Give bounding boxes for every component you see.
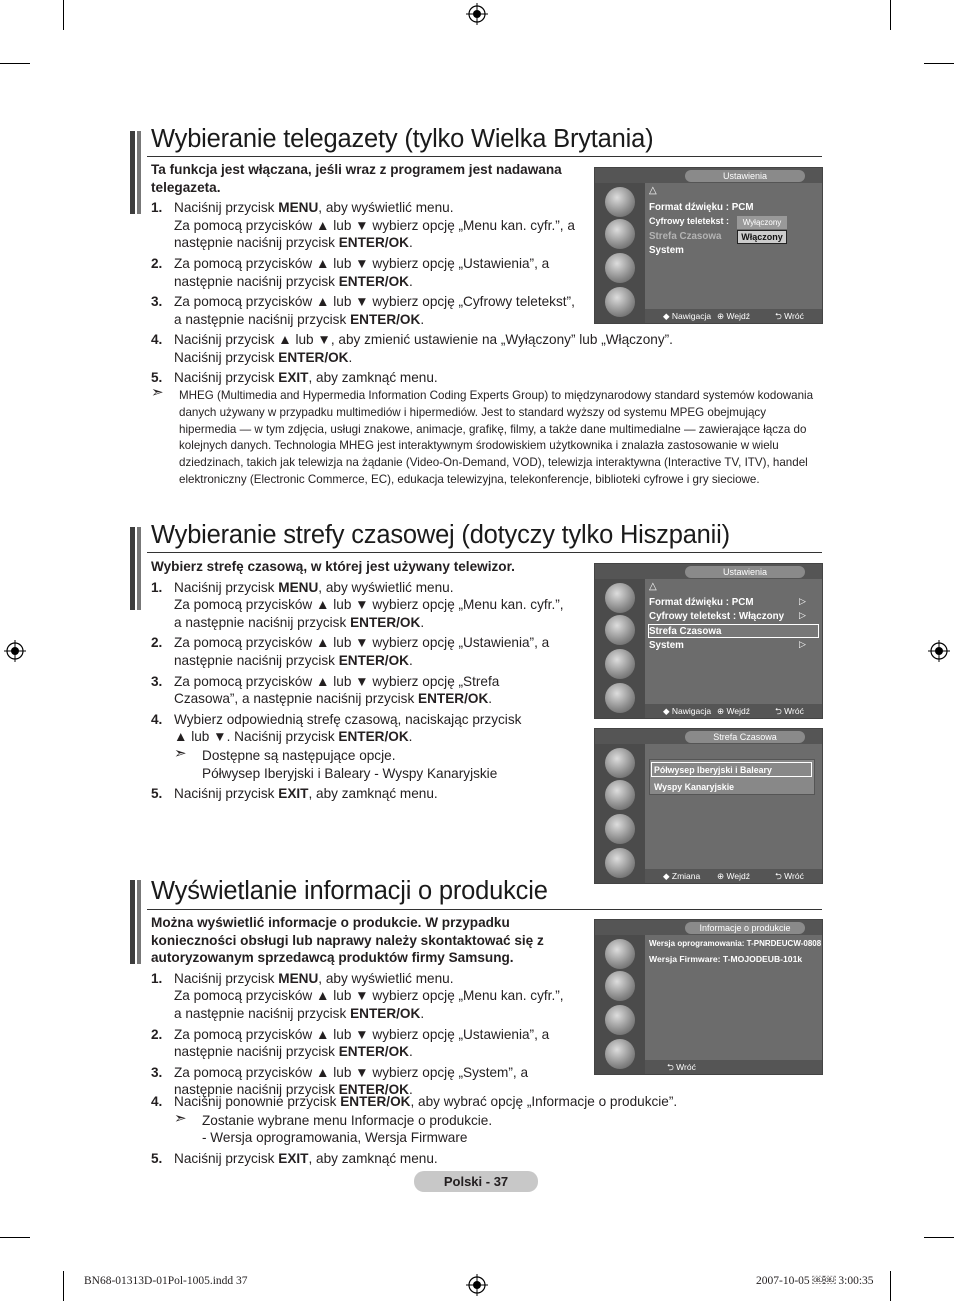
section-rule: [147, 156, 822, 157]
step: 5. Naciśnij przycisk EXIT, aby zamknąć menu.: [151, 786, 438, 802]
step: 4. Naciśnij przycisk ▲ lub ▼, aby zmienić ustawienie na „Wyłączony” lub „Włączony”. Naciśnij przycisk ENTER/OK.: [151, 332, 673, 365]
section-intro: Można wyświetlić informacje o produkcie. W przypadku konieczności obsługi lub naprawy należy skontaktować się z autoryzowanym sprzedawcą produktów firmy Samsung.: [151, 915, 544, 966]
setup-icon: [605, 683, 635, 713]
sound-icon: [605, 780, 635, 810]
picture-icon: [605, 939, 635, 969]
registration-mark-icon: [928, 640, 950, 662]
osd-option-selected[interactable]: Włączony: [737, 230, 787, 244]
section-body: [151, 558, 591, 803]
step: 5. Naciśnij przycisk EXIT, aby zamknąć menu.: [151, 1150, 438, 1166]
arrow-right-icon: ▷: [799, 639, 806, 649]
osd-row[interactable]: Cyfrowy teletekst : Włączony: [649, 611, 785, 622]
section-rule: [147, 909, 822, 910]
section-marker: [130, 131, 144, 214]
osd-row[interactable]: Cyfrowy teletekst :: [649, 216, 730, 226]
arrow-right-icon: ▷: [799, 596, 806, 606]
section-intro: Ta funkcja jest włączana, jeśli wraz z programem jest nadawana telegazeta.: [151, 162, 562, 195]
osd-menu: Ustawienia △ Format dźwięku : PCM Cyfrowy teletekst : Włączony Strefa Czasowa System ▷ ▷ ▷ ◆ Nawigacja ⊕ Wejdź ⮌ Wróć: [594, 563, 823, 719]
channel-icon: [605, 1005, 635, 1035]
crop-mark: [924, 1237, 954, 1238]
step: 2. Za pomocą przycisków ▲ lub ▼ wybierz opcję „Ustawienia”, a następnie naciśnij przycisk ENTER/OK.: [151, 255, 550, 289]
osd-icon-column: [595, 935, 645, 1074]
sound-icon: [605, 615, 635, 645]
section-marker: [130, 880, 144, 964]
page-number-badge: Polski - 37: [414, 1171, 538, 1192]
step: 1. Naciśnij przycisk MENU, aby wyświetlić menu. Za pomocą przycisków ▲ lub ▼ wybierz opcję „Menu kan. cyfr.”, a następnie naciśnij przycisk ENTER/OK.: [151, 200, 575, 251]
crop-mark: [0, 63, 30, 64]
osd-menu: Ustawienia △ Format dźwięku : PCM Cyfrowy teletekst : Strefa Czasowa System Wyłączony Włączony ◆ Nawigacja ⊕ Wejdź ⮌ Wróć: [594, 167, 823, 324]
channel-icon: [605, 253, 635, 283]
step: 1. Naciśnij przycisk MENU, aby wyświetlić menu. Za pomocą przycisków ▲ lub ▼ wybierz opcję „Menu kan. cyfr.”, a następnie naciśnij przycisk ENTER/OK.: [151, 579, 564, 630]
section-marker: [130, 527, 144, 610]
section-body: [151, 1093, 821, 1167]
arrow-right-icon: ▷: [799, 610, 806, 620]
section-body: [151, 161, 596, 328]
osd-row[interactable]: Półwysep Iberyjski i Baleary: [654, 765, 772, 775]
crop-mark: [890, 1271, 891, 1301]
step: 1. Naciśnij przycisk MENU, aby wyświetlić menu. Za pomocą przycisków ▲ lub ▼ wybierz opcję „Menu kan. cyfr.”, a następnie naciśnij przycisk ENTER/OK.: [151, 970, 564, 1021]
setup-icon: [605, 287, 635, 317]
crop-mark: [63, 0, 64, 30]
channel-icon: [605, 814, 635, 844]
osd-header: Informacje o produkcie: [685, 922, 805, 934]
osd-icon-column: [595, 183, 645, 323]
step: 5. Naciśnij przycisk EXIT, aby zamknąć menu.: [151, 370, 438, 386]
osd-row[interactable]: System: [649, 245, 684, 256]
note-text: MHEG (Multimedia and Hypermedia Information Coding Experts Group) to międzynarodowy standard systemów kodowania danych używany w przypadku multimediów i hipermediów. Jest to standard wyższy od systemu MPEG obejmujący hipermedia — w tym zdjęcia, usługi znakowe, animacje, grafikę, filmy, a także dane multimedialne — zawierające łącza do kolejnych danych. Technologia MHEG jest interaktywnym środowiskiem użytkownika i znalazła zastosowanie w wielu dziedzinach, takich jak telewizja na żądanie (Video-On-Demand, VOD), telewizja interaktywna (Interactive TV, ITV), handel elektroniczny (Electronic Commerce, EC), edukacja telewizyjna, telekonferencje, biblioteki cyfrowe i gry sieciowe.: [179, 389, 814, 486]
step: 2. Za pomocą przycisków ▲ lub ▼ wybierz opcję „Ustawienia”, a następnie naciśnij przycisk ENTER/OK.: [151, 635, 550, 668]
step: 3. Za pomocą przycisków ▲ lub ▼ wybierz opcję „System”, a następnie naciśnij przycisk ENTER/OK.: [151, 1064, 529, 1098]
crop-mark: [924, 63, 954, 64]
osd-row[interactable]: Format dźwięku : PCM: [649, 202, 754, 213]
section-intro: Wybierz strefę czasową, w której jest używany telewizor.: [151, 559, 515, 574]
registration-mark-icon: [4, 640, 26, 662]
osd-row[interactable]: Format dźwięku : PCM: [649, 597, 754, 608]
picture-icon: [605, 187, 635, 217]
picture-icon: [605, 583, 635, 613]
osd-header: Ustawienia: [685, 170, 805, 182]
crop-mark: [63, 1271, 64, 1301]
step: 2. Za pomocą przycisków ▲ lub ▼ wybierz opcję „Ustawienia”, a następnie naciśnij przycisk ENTER/OK.: [151, 1026, 550, 1060]
crop-mark: [890, 0, 891, 30]
file-info: BN68-01313D-01Pol-1005.indd 37: [84, 1275, 248, 1287]
sound-icon: [605, 219, 635, 249]
osd-row[interactable]: Strefa Czasowa: [649, 626, 722, 637]
registration-mark-icon: [466, 3, 488, 25]
step: 4. Wybierz odpowiednią strefę czasową, naciskając przycisk ▲ lub ▼. Naciśnij przycisk ENTER/OK. ➣ Dostępne są następujące opcje. Półwysep Iberyjski i Baleary - Wyspy Kanaryjskie: [151, 711, 591, 782]
crop-mark: [0, 1237, 30, 1238]
print-timestamp: 2007-10-05 ￼￼ 3:00:35: [756, 1275, 874, 1287]
osd-row[interactable]: Strefa Czasowa: [649, 231, 722, 242]
osd-option[interactable]: Wyłączony: [737, 216, 787, 229]
section-rule: [147, 552, 822, 553]
note: ➣ MHEG (Multimedia and Hypermedia Information Coding Experts Group) to międzynarodowy standard systemów kodowania danych używany w przypadku multimediów i hipermediów. Jest to standard wyższy od systemu MPEG obejmujący hipermedia — w tym zdjęcia, usługi znakowe, animacje, grafikę, filmy, a także dane multimedialne — zawierające łącza do kolejnych danych. Technologia MHEG jest interaktywnym środowiskiem użytkownika i znalazła zastosowanie w wielu dziedzinach, takich jak telewizja na żądanie (Video-On-Demand, VOD), telewizja interaktywna (Interactive TV, ITV), handel elektroniczny (Electronic Commerce, EC), edukacja telewizyjna, telekonferencje, biblioteki cyfrowe i gry sieciowe.: [151, 388, 821, 489]
osd-header: Ustawienia: [685, 566, 805, 578]
note: ➣ Zostanie wybrane menu Informacje o produkcie. - Wersja oprogramowania, Wersja Firmware: [174, 1109, 493, 1146]
osd-header: Strefa Czasowa: [685, 731, 805, 743]
osd-row[interactable]: System: [649, 640, 684, 651]
osd-row: Wersja Firmware: T-MOJODEUB-101k: [649, 954, 803, 964]
osd-icon-column: [595, 744, 645, 883]
step: 3. Za pomocą przycisków ▲ lub ▼ wybierz opcję „Strefa Czasowa”, a następnie naciśnij przycisk ENTER/OK.: [151, 673, 500, 707]
section-title: Wyświetlanie informacji o produkcie: [151, 877, 548, 905]
setup-icon: [605, 848, 635, 878]
step: 4. Naciśnij ponownie przycisk ENTER/OK, aby wybrać opcję „Informacje o produkcie”. ➣ Zostanie wybrane menu Informacje o produkcie. - Wersja oprogramowania, Wersja Firmware: [151, 1093, 821, 1147]
step: 3. Za pomocą przycisków ▲ lub ▼ wybierz opcję „Cyfrowy teletekst”, a następnie naciśnij przycisk ENTER/OK.: [151, 294, 575, 327]
section-body: [151, 914, 591, 1099]
registration-mark-icon: [466, 1274, 488, 1296]
sound-icon: [605, 971, 635, 1001]
note: ➣ Dostępne są następujące opcje. Półwysep Iberyjski i Baleary - Wyspy Kanaryjskie: [174, 744, 498, 781]
section-title: Wybieranie telegazety (tylko Wielka Brytania): [151, 125, 654, 153]
osd-row: Wersja oprogramowania: T-PNRDEUCW-0808: [649, 939, 822, 948]
osd-row[interactable]: Wyspy Kanaryjskie: [654, 782, 735, 792]
picture-icon: [605, 748, 635, 778]
section-title: Wybieranie strefy czasowej (dotyczy tylko Hiszpanii): [151, 521, 730, 549]
osd-icon-column: [595, 579, 645, 718]
channel-icon: [605, 649, 635, 679]
osd-menu: Strefa Czasowa Półwysep Iberyjski i Baleary Wyspy Kanaryjskie ◆ Zmiana ⊕ Wejdź ⮌ Wróć: [594, 728, 823, 884]
setup-icon: [605, 1039, 635, 1069]
section-body: [151, 331, 821, 387]
osd-menu: Informacje o produkcie Wersja oprogramowania: T-PNRDEUCW-0808 Wersja Firmware: T-MOJODEUB-101k ⮌ Wróć: [594, 919, 823, 1075]
